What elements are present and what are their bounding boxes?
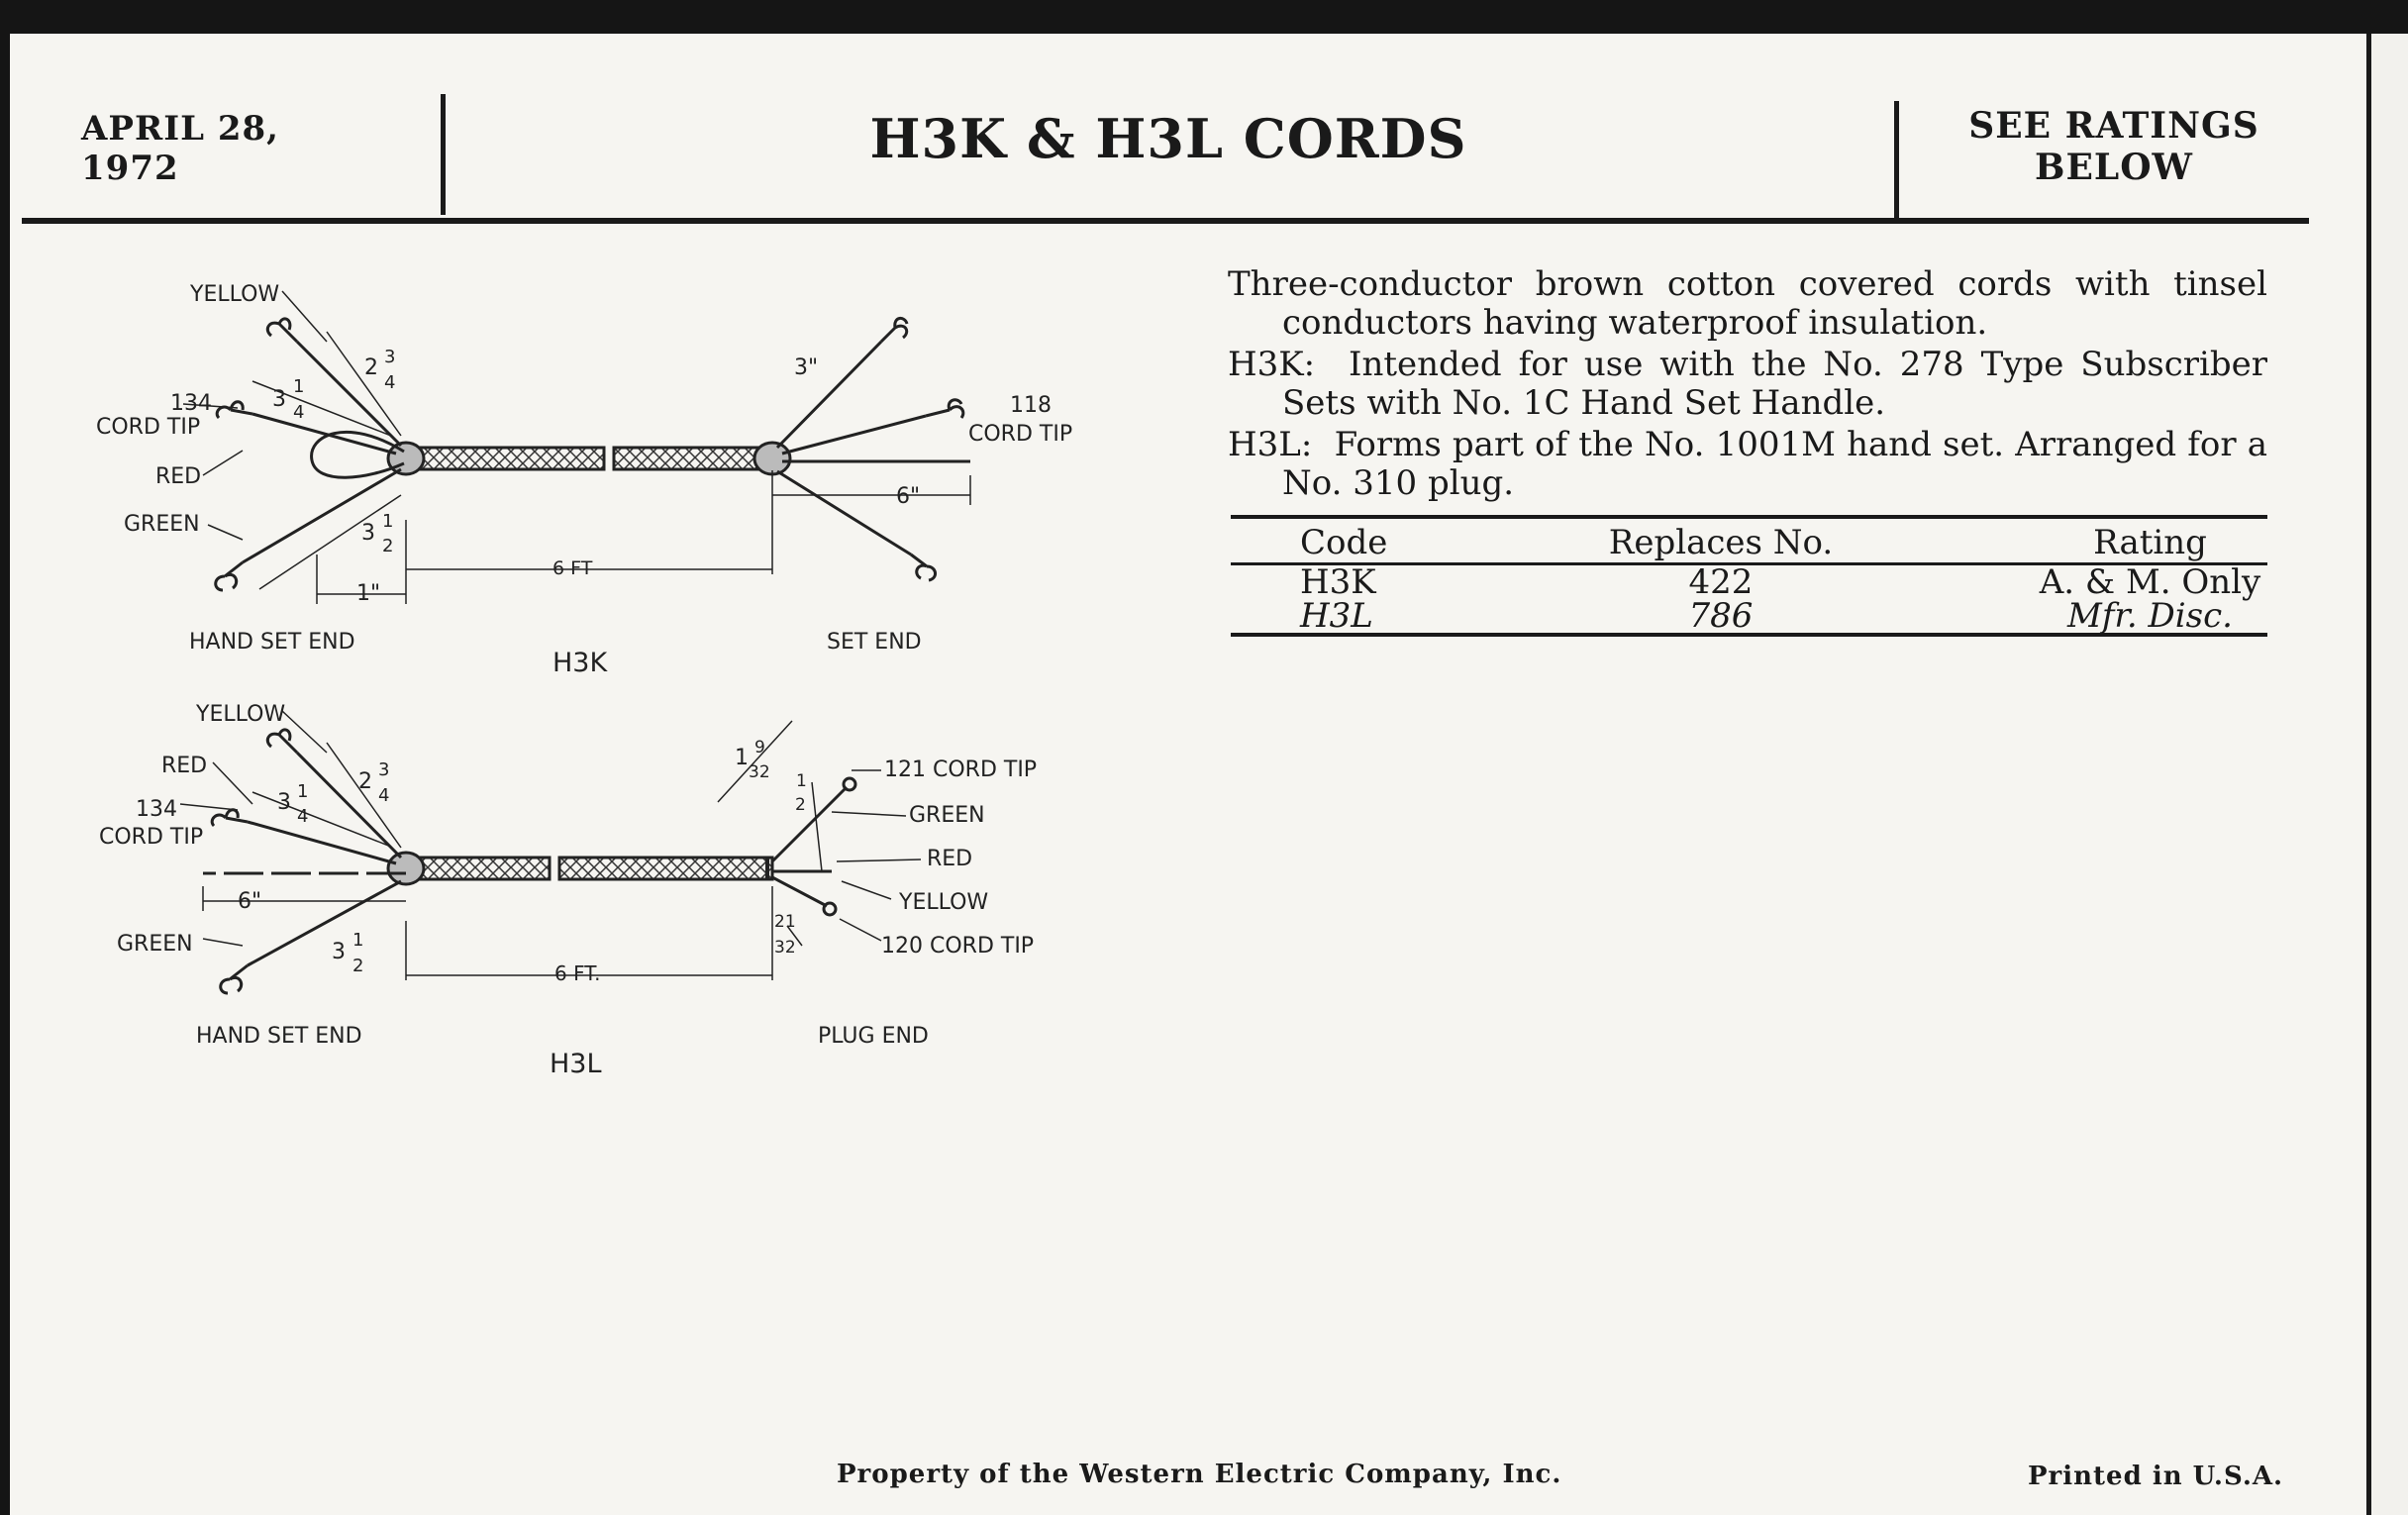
h3l-plug-red-label: RED bbox=[927, 847, 973, 871]
dim-whole: 3 bbox=[272, 387, 286, 412]
header-rating: Rating bbox=[2093, 523, 2207, 562]
h3l-spade-134 bbox=[212, 810, 248, 826]
dim-num: 1 bbox=[352, 930, 364, 951]
h3l-labels bbox=[99, 702, 1037, 1079]
h3l-cord-segment-right bbox=[559, 858, 772, 879]
dim-den: 4 bbox=[293, 402, 305, 423]
dim-den: 4 bbox=[384, 372, 396, 393]
h3k-spade-134 bbox=[217, 402, 252, 418]
h3l-spade-green bbox=[221, 965, 248, 993]
cell-rating: A. & M. Only bbox=[2039, 562, 2261, 602]
dim-num: 1 bbox=[382, 511, 394, 532]
h3l-plug-121-label: 121 CORD TIP bbox=[884, 758, 1038, 782]
cell-code: H3L bbox=[1300, 596, 1373, 636]
h3l-red-label: RED bbox=[161, 754, 208, 778]
h3k-tip-right-label: CORD TIP bbox=[968, 422, 1073, 447]
cell-rating: Mfr. Disc. bbox=[2067, 596, 2233, 636]
h3l-tip-120 bbox=[824, 903, 836, 915]
footer-printed: Printed in U.S.A. bbox=[2028, 1462, 2284, 1491]
dim-num: 1 bbox=[293, 376, 305, 397]
h3k-cord-segment-right bbox=[614, 448, 762, 469]
h3l-dim-6in: 6" bbox=[238, 889, 262, 914]
h3k-tip-right-num: 118 bbox=[1010, 393, 1052, 418]
h3l-left-caption: HAND SET END bbox=[196, 1024, 362, 1049]
h3l-knot-left bbox=[388, 853, 424, 884]
h3k-tip-left-label: CORD TIP bbox=[96, 415, 201, 440]
h3l-cord-segment-left bbox=[416, 858, 550, 879]
dim-num: 3 bbox=[384, 347, 396, 367]
h3l-label: H3L: bbox=[1228, 425, 1313, 464]
h3l-plug-conductor-121 bbox=[772, 787, 847, 861]
header-code: Code bbox=[1300, 523, 1388, 562]
dim-num: 1 bbox=[297, 781, 309, 802]
page-title: H3K & H3L CORDS bbox=[869, 107, 1467, 170]
h3k-label: H3K: bbox=[1228, 345, 1316, 384]
h3k-dim-3in: 3" bbox=[794, 355, 819, 380]
dim-num: 21 bbox=[774, 912, 796, 932]
dim-den: 2 bbox=[795, 795, 806, 815]
cell-replaces: 422 bbox=[1688, 562, 1754, 602]
h3l-spade-yellow bbox=[267, 730, 297, 753]
h3k-dim-6ft: 6 FT bbox=[552, 557, 593, 579]
h3l-green-conductor bbox=[248, 881, 401, 965]
h3k-right-caption: SET END bbox=[827, 630, 922, 655]
dim-num: 3 bbox=[378, 759, 390, 780]
dim-num: 1 bbox=[796, 771, 807, 791]
dim-whole: 2 bbox=[358, 769, 372, 794]
dim-den: 32 bbox=[774, 938, 796, 958]
dim-num: 9 bbox=[754, 738, 765, 758]
h3k-name: H3K bbox=[552, 648, 608, 678]
h3k-set-spade-118 bbox=[926, 400, 963, 418]
dim-whole: 1 bbox=[735, 746, 749, 770]
dim-den: 2 bbox=[352, 956, 364, 976]
h3l-right-caption: PLUG END bbox=[818, 1024, 929, 1049]
cell-replaces: 786 bbox=[1688, 596, 1754, 636]
h3k-dimension-lines bbox=[252, 332, 970, 604]
cell-code: H3K bbox=[1300, 562, 1376, 602]
h3l-name: H3L bbox=[550, 1049, 602, 1079]
h3k-spade-yellow bbox=[267, 319, 297, 342]
h3l-yellow-label: YELLOW bbox=[196, 702, 286, 727]
dim-den: 2 bbox=[382, 536, 394, 556]
h3l-plug-conductor-120 bbox=[772, 877, 827, 906]
h3k-tip-left-num: 134 bbox=[170, 391, 212, 416]
h3l-diagram bbox=[180, 711, 921, 993]
h3l-plug-120-label: 120 CORD TIP bbox=[881, 934, 1035, 959]
h3l-dim-6ft: 6 FT. bbox=[554, 961, 601, 985]
h3k-knot-right bbox=[754, 443, 790, 474]
h3k-yellow-label: YELLOW bbox=[190, 282, 280, 307]
h3k-green-label: GREEN bbox=[124, 512, 200, 537]
h3k-labels bbox=[96, 282, 1072, 678]
h3k-left-caption: HAND SET END bbox=[189, 630, 355, 655]
dim-den: 4 bbox=[297, 806, 309, 827]
dim-den: 4 bbox=[378, 785, 390, 806]
h3l-dimension-lines bbox=[203, 721, 822, 980]
rating-note-line1: SEE RATINGS bbox=[1968, 105, 2259, 147]
h3k-cord-segment-left bbox=[416, 448, 604, 469]
h3k-spade-green bbox=[216, 562, 243, 590]
rating-note-line2: BELOW bbox=[2035, 147, 2193, 188]
h3k-dim-1in: 1" bbox=[356, 581, 381, 606]
dim-whole: 3 bbox=[277, 790, 291, 815]
header-date: APRIL 28, 1972 bbox=[81, 109, 280, 188]
h3l-plug-yellow-label: YELLOW bbox=[899, 890, 989, 915]
h3l-text: Forms part of the No. 1001M hand set. Arranged for a No. 310 plug. bbox=[1282, 425, 2267, 503]
h3l-plug-green-label: GREEN bbox=[909, 803, 985, 828]
dim-whole: 2 bbox=[364, 355, 378, 380]
h3k-text: Intended for use with the No. 278 Type Subscriber Sets with No. 1C Hand Set Handle. bbox=[1282, 345, 2268, 423]
h3k-red-label: RED bbox=[155, 464, 202, 489]
h3k-set-spade-4 bbox=[911, 555, 936, 580]
header-replaces: Replaces No. bbox=[1608, 523, 1834, 562]
h3l-green-label: GREEN bbox=[117, 932, 193, 957]
h3l-tip-left-num: 134 bbox=[136, 797, 177, 822]
h3l-tip-121 bbox=[844, 778, 855, 790]
h3k-dim-6in: 6" bbox=[896, 484, 921, 509]
h3l-tip-left-label: CORD TIP bbox=[99, 825, 204, 850]
h3k-set-spade-1 bbox=[881, 318, 907, 342]
h3k-knot-left bbox=[388, 443, 424, 474]
h3k-set-conductor-4 bbox=[777, 471, 911, 555]
dim-den: 32 bbox=[749, 762, 770, 782]
footer-property: Property of the Western Electric Company, Inc. bbox=[837, 1460, 1562, 1489]
description-intro: Three-conductor brown cotton covered cords with tinsel conductors having waterproof insulation. bbox=[1228, 264, 2267, 343]
dim-whole: 3 bbox=[361, 521, 375, 546]
dim-whole: 3 bbox=[332, 940, 346, 964]
